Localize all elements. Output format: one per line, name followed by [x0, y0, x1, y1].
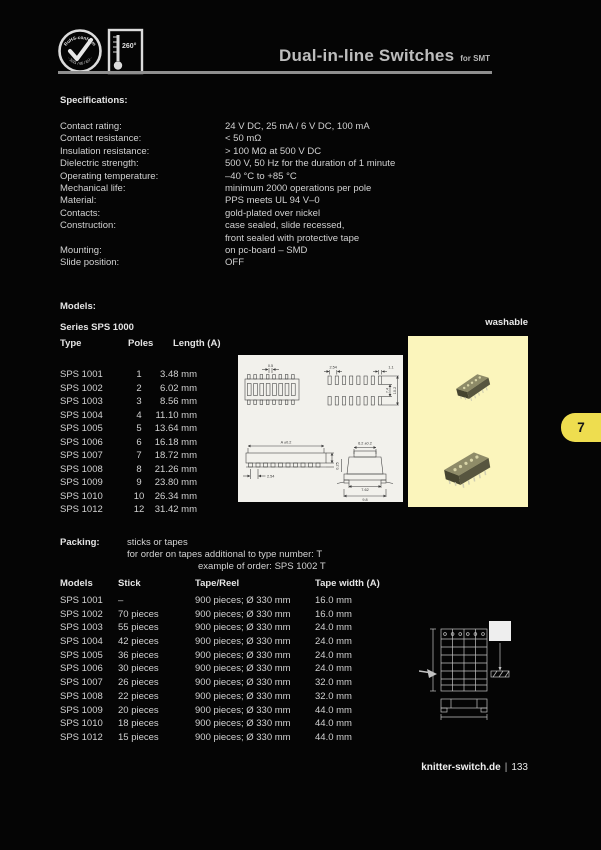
packing-stick-cell: 22 pieces: [118, 690, 159, 702]
packing-tape-width-cell: 44.0 mm: [315, 718, 352, 730]
packing-model-cell: SPS 1005: [60, 649, 103, 661]
packing-model-cell: SPS 1010: [60, 718, 103, 730]
packing-table-row: [60, 635, 400, 649]
spec-row: [60, 171, 490, 183]
packing-model-cell: SPS 1004: [60, 636, 103, 648]
dim-pin-span: 7.62: [361, 488, 369, 492]
footer-divider: |: [504, 762, 508, 773]
packing-tape-width-cell: 24.0 mm: [315, 663, 352, 675]
packing-stick-cell: 30 pieces: [118, 663, 159, 675]
model-type-cell: SPS 1005: [60, 423, 103, 434]
spec-label: Mechanical life:: [60, 182, 126, 194]
packing-model-cell: SPS 1009: [60, 704, 103, 716]
spec-label: Material:: [60, 195, 97, 207]
rohs-stamp-top-text: RoHS-conform: [62, 34, 98, 47]
packing-tape-reel-cell: 900 pieces; Ø 330 mm: [195, 608, 291, 620]
dip-switch-photo-small: [454, 372, 493, 404]
packing-model-cell: SPS 1008: [60, 690, 103, 702]
packing-tape-reel-cell: 900 pieces; Ø 330 mm: [195, 595, 291, 606]
packing-col-tape-reel: Tape/Reel: [195, 578, 240, 589]
packing-model-cell: SPS 1001: [60, 595, 103, 606]
model-length-cell: 6.02 mm: [160, 382, 197, 394]
packing-col-models: Models: [60, 578, 93, 589]
models-table-row: [60, 368, 197, 382]
dip-switch-photos: [408, 336, 528, 507]
models-table-row: [60, 490, 197, 504]
spec-row: [60, 183, 490, 195]
packing-stick-cell: 36 pieces: [118, 649, 159, 661]
packing-tape-reel-cell: 900 pieces; Ø 330 mm: [195, 636, 291, 648]
rohs-stamp-bottom-text: - 2011 / 65 / EU -: [66, 56, 94, 66]
packing-col-tape-width: Tape width (A): [315, 578, 380, 589]
model-length-cell: 23.80 mm: [154, 477, 197, 488]
packing-stick-cell: 18 pieces: [118, 718, 159, 730]
model-poles-cell: 7: [136, 450, 142, 461]
drawing-top-view: [245, 368, 299, 405]
model-type-cell: SPS 1004: [60, 409, 103, 421]
packing-tape-width-cell: 32.0 mm: [315, 690, 352, 702]
model-type-cell: SPS 1012: [60, 504, 103, 515]
model-poles-cell: 6: [136, 436, 142, 448]
dim-slide-width: 6.2 ±0.2: [358, 441, 372, 446]
packing-table-row: [60, 717, 400, 731]
packing-table-row: [60, 690, 400, 704]
packing-tape-reel-cell: 900 pieces; Ø 330 mm: [195, 663, 291, 675]
dim-pad-row-inner: 7.4: [385, 387, 390, 394]
dim-pad-width: 1.1: [388, 365, 394, 370]
spec-value: gold-plated over nickel: [225, 207, 321, 219]
packing-tape-reel-cell: 900 pieces; Ø 330 mm: [195, 718, 291, 730]
packing-tape-width-cell: 24.0 mm: [315, 649, 352, 661]
packing-table: [60, 594, 400, 745]
packing-note-line2: for order on tapes additional to type number: T: [127, 549, 323, 560]
washable-label: washable: [485, 317, 528, 328]
models-table-row: [60, 382, 197, 396]
svg-text:RoHS-conform: [63, 35, 97, 47]
spec-value: minimum 2000 operations per pole: [225, 182, 372, 194]
models-col-type: Type: [60, 338, 82, 349]
models-table-header: [60, 338, 260, 351]
spec-row: [60, 220, 490, 232]
packing-stick-cell: 42 pieces: [118, 636, 159, 648]
model-length-cell: 21.26 mm: [154, 463, 197, 475]
section-tab: 7: [561, 413, 601, 442]
packing-tape-reel-cell: 900 pieces; Ø 330 mm: [195, 677, 291, 689]
packing-table-row: [60, 704, 400, 718]
models-table-row: [60, 476, 197, 490]
packing-tape-width-cell: 16.0 mm: [315, 608, 352, 620]
spec-label: Contact resistance:: [60, 133, 142, 145]
spec-row: [60, 257, 490, 269]
page-footer: [396, 762, 528, 773]
model-type-cell: SPS 1008: [60, 463, 103, 475]
model-poles-cell: 10: [133, 490, 145, 502]
packing-tape-reel-cell: 900 pieces; Ø 330 mm: [195, 690, 291, 702]
spec-value: PPS meets UL 94 V–0: [225, 195, 320, 207]
spec-value: 24 V DC, 25 mA / 6 V DC, 100 mA: [225, 121, 370, 132]
packing-model-cell: SPS 1007: [60, 677, 103, 689]
model-length-cell: 3.48 mm: [160, 369, 197, 380]
packing-table-row: [60, 731, 400, 745]
model-length-cell: 13.64 mm: [154, 423, 197, 434]
page-number: 133: [511, 762, 528, 773]
packing-model-cell: SPS 1002: [60, 608, 103, 620]
packing-tape-width-cell: 44.0 mm: [315, 704, 352, 716]
models-table-row: [60, 422, 197, 436]
packing-stick-cell: 26 pieces: [118, 677, 159, 689]
model-poles-cell: 12: [133, 504, 145, 515]
drawing-side-view: [243, 446, 334, 479]
models-heading: Models:: [60, 301, 96, 312]
drawing-pad-layout: [324, 370, 399, 405]
packing-col-stick: Stick: [118, 578, 141, 589]
models-col-poles: Poles: [128, 338, 154, 349]
packing-tape-width-cell: 32.0 mm: [315, 677, 352, 689]
packing-stick-cell: 55 pieces: [118, 622, 159, 634]
packing-tape-reel-cell: 900 pieces; Ø 330 mm: [195, 704, 291, 716]
packing-stick-cell: 70 pieces: [118, 608, 159, 620]
model-length-cell: 26.34 mm: [154, 490, 197, 502]
header-rule: [58, 71, 492, 74]
spec-value: < 50 mΩ: [225, 133, 262, 145]
models-table-row: [60, 409, 197, 423]
spec-row: [60, 245, 490, 257]
footer-brand: knitter-switch.de: [421, 762, 501, 773]
packing-note-line1: sticks or tapes: [127, 537, 188, 548]
specifications-heading: Specifications:: [60, 95, 128, 106]
spec-label: [60, 233, 225, 245]
packing-table-row: [60, 676, 400, 690]
packing-heading: Packing:: [60, 537, 100, 548]
model-length-cell: 18.72 mm: [154, 450, 197, 461]
model-type-cell: SPS 1010: [60, 490, 103, 502]
dim-pad-row-outer: 10.2: [393, 386, 397, 395]
packing-tape-width-cell: 24.0 mm: [315, 636, 352, 648]
spec-label: Contacts:: [60, 207, 101, 219]
dip-switch-photo-large: [442, 450, 493, 491]
reflow-thermometer-icon: [107, 28, 144, 75]
model-type-cell: SPS 1003: [60, 396, 103, 407]
model-type-cell: SPS 1007: [60, 450, 103, 461]
model-poles-cell: 9: [136, 477, 142, 488]
dim-body-length: A ±0.2: [280, 440, 292, 445]
spec-row: [60, 208, 490, 220]
spec-row: [60, 146, 490, 158]
model-type-cell: SPS 1009: [60, 477, 103, 488]
spec-label: Operating temperature:: [60, 170, 159, 182]
model-poles-cell: 1: [136, 369, 142, 380]
models-col-length: Length (A): [173, 338, 221, 349]
spec-row: [60, 233, 490, 245]
packing-stick-cell: 20 pieces: [118, 704, 159, 716]
rohs-conform-stamp-icon: [57, 28, 103, 74]
spec-label: Insulation resistance:: [60, 145, 150, 157]
model-poles-cell: 3: [136, 396, 142, 407]
spec-label: Dielectric strength:: [60, 158, 139, 170]
spec-label: Slide position:: [60, 257, 120, 269]
dim-pad-pitch: 2.54: [329, 365, 337, 370]
tape-packaging-drawing: [419, 607, 533, 723]
page-title-main: Dual-in-line Switches: [279, 46, 455, 65]
packing-tape-reel-cell: 900 pieces; Ø 330 mm: [195, 622, 291, 634]
models-table-row: [60, 463, 197, 477]
models-table: [60, 368, 197, 517]
model-type-cell: SPS 1006: [60, 436, 103, 448]
spec-row: [60, 158, 490, 170]
spec-value: > 100 MΩ at 500 V DC: [225, 145, 322, 157]
dim-top-gap: 0.5: [267, 364, 274, 368]
packing-table-row: [60, 662, 400, 676]
spec-row: [60, 133, 490, 145]
spec-value: on pc-board – SMD: [225, 244, 308, 256]
series-label: Series SPS 1000: [60, 322, 134, 333]
packing-table-row: [60, 594, 400, 608]
spec-label: Mounting:: [60, 244, 102, 256]
spec-value: –40 °C to +85 °C: [225, 170, 297, 182]
model-length-cell: 16.18 mm: [154, 436, 197, 448]
packing-tape-reel-cell: 900 pieces; Ø 330 mm: [195, 649, 291, 661]
spec-label: Construction:: [60, 220, 116, 232]
spec-value: front sealed with protective tape: [225, 232, 360, 244]
page-title: [279, 46, 490, 66]
spec-value: 500 V, 50 Hz for the duration of 1 minute: [225, 158, 396, 170]
packing-tape-width-cell: 24.0 mm: [315, 622, 352, 634]
reflow-temp-label: 260°: [122, 43, 137, 50]
model-poles-cell: 8: [136, 463, 142, 475]
spec-label: Contact rating:: [60, 121, 122, 132]
page-title-subtitle: for SMT: [460, 54, 490, 63]
model-poles-cell: 2: [136, 382, 142, 394]
packing-tape-width-cell: 16.0 mm: [315, 595, 352, 606]
packing-model-cell: SPS 1012: [60, 731, 103, 743]
tape-drawing-white-block: [489, 621, 511, 641]
spec-row: [60, 195, 490, 207]
packing-table-row: [60, 649, 400, 663]
model-length-cell: 31.42 mm: [154, 504, 197, 515]
packing-table-row: [60, 621, 400, 635]
packing-table-header: [60, 578, 400, 589]
model-type-cell: SPS 1001: [60, 369, 103, 380]
models-table-row: [60, 449, 197, 463]
drawing-dimension-labels: [267, 364, 397, 502]
model-poles-cell: 4: [136, 409, 142, 421]
packing-note-line3: example of order: SPS 1002 T: [198, 561, 326, 572]
specifications-list: [60, 121, 490, 270]
packing-tape-width-cell: 44.0 mm: [315, 731, 352, 743]
packing-table-row: [60, 608, 400, 622]
packing-model-cell: SPS 1006: [60, 663, 103, 675]
technical-drawing: [238, 355, 403, 502]
models-table-row: [60, 503, 197, 517]
model-poles-cell: 5: [136, 423, 142, 434]
spec-value: case sealed, slide recessed,: [225, 220, 345, 232]
dim-body-width: 9.8: [362, 498, 368, 502]
packing-tape-reel-cell: 900 pieces; Ø 330 mm: [195, 731, 291, 743]
spec-value: OFF: [225, 257, 244, 269]
models-table-row: [60, 436, 197, 450]
dim-pin-pitch: 2.54: [267, 474, 275, 479]
models-table-row: [60, 395, 197, 409]
packing-stick-cell: –: [118, 595, 124, 606]
product-photo-box: [408, 336, 528, 507]
model-length-cell: 8.56 mm: [160, 396, 197, 407]
model-length-cell: 11.10 mm: [155, 409, 197, 421]
spec-row: [60, 121, 490, 133]
packing-model-cell: SPS 1003: [60, 622, 103, 634]
model-type-cell: SPS 1002: [60, 382, 103, 394]
packing-stick-cell: 15 pieces: [118, 731, 159, 743]
dim-standoff: 0.25: [335, 462, 340, 470]
